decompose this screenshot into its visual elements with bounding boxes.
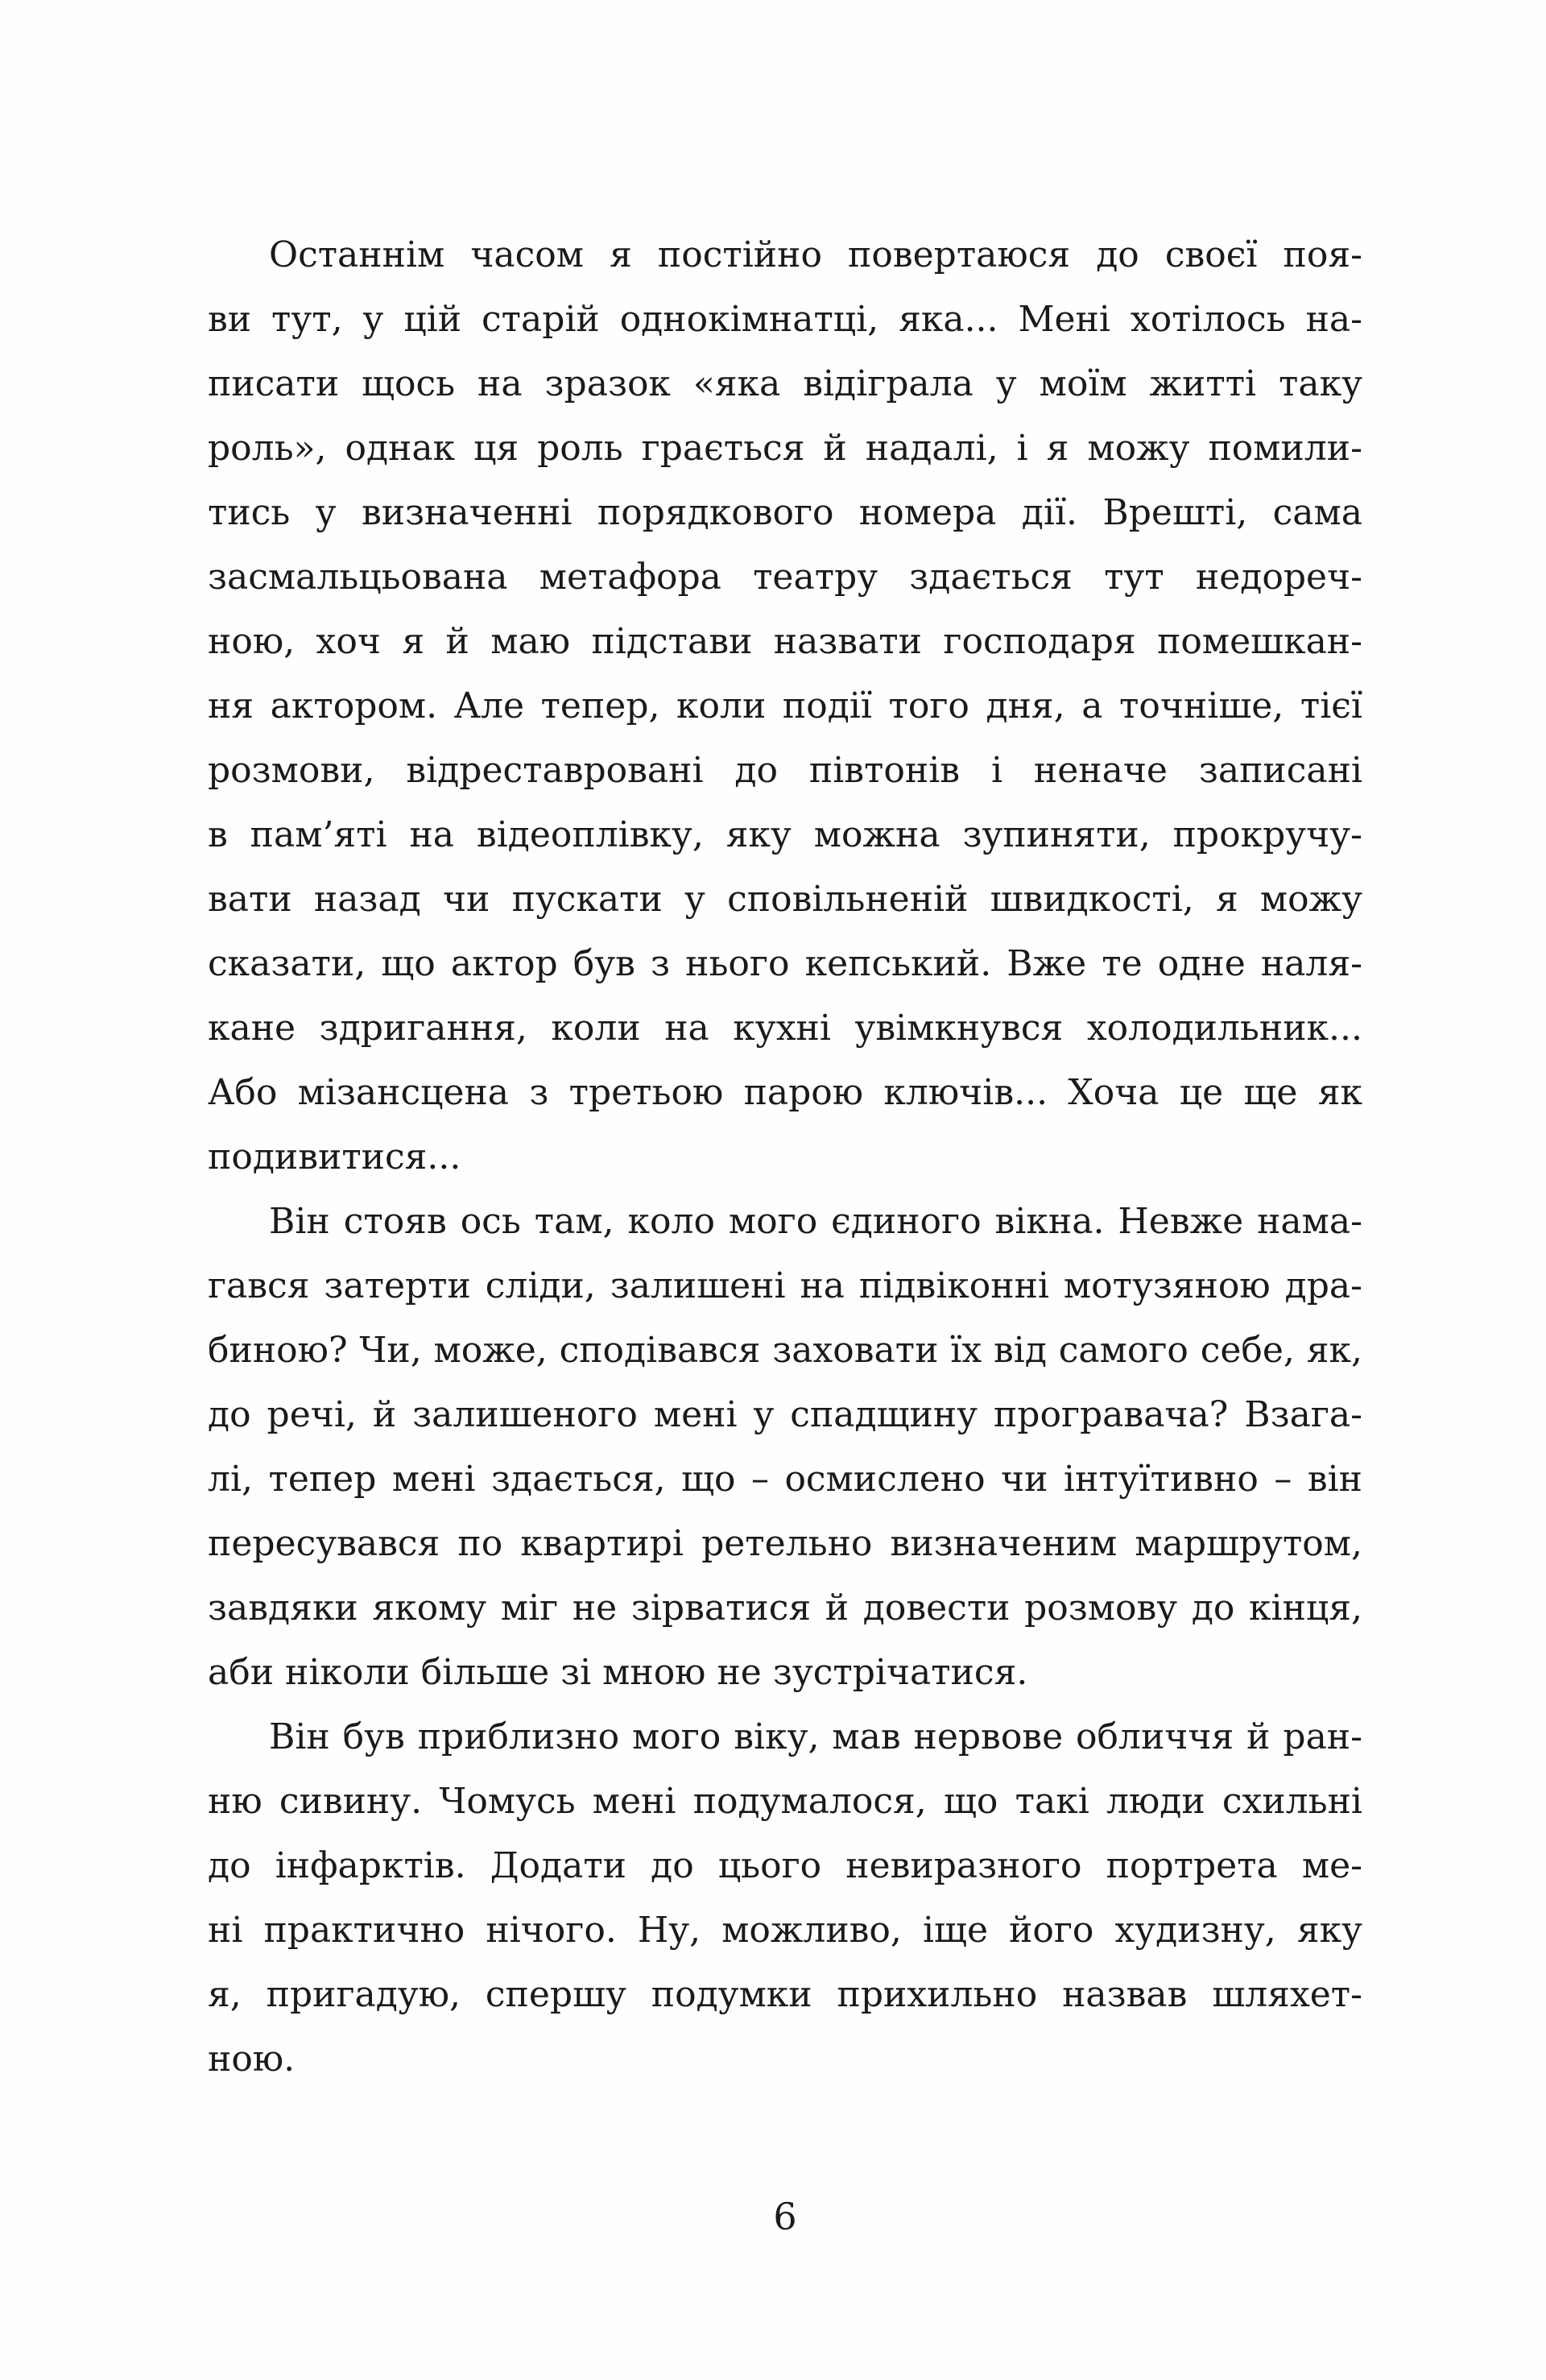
text-line: тись у визначенні порядкового номера дії. Врешті, сама xyxy=(208,492,1362,533)
text-line: кане здригання, коли на кухні увімкнувся холодильник... xyxy=(208,1008,1362,1049)
text-line: пересувався по квартирі ретельно визначеним маршрутом, xyxy=(208,1523,1362,1564)
text-line: вати назад чи пускати у сповільненій швидкості, я можу xyxy=(208,879,1362,920)
text-line: Останнім часом я постійно повертаюся до своєї поя- xyxy=(269,234,1362,275)
text-line: подивитися... xyxy=(208,1136,461,1178)
text-line: я, пригадую, спершу подумки прихильно назвав шляхет- xyxy=(208,1974,1362,2015)
page-number: 6 xyxy=(773,2195,797,2238)
page-text xyxy=(208,223,1362,2092)
text-line: ні практично нічого. Ну, можливо, іще його худизну, яку xyxy=(208,1910,1362,1951)
text-line: аби ніколи більше зі мною не зустрічатися. xyxy=(208,1652,1028,1693)
text-line: ною, хоч я й маю підстави назвати господаря помешкан- xyxy=(208,621,1362,662)
text-line: роль», однак ця роль грається й надалі, і я можу помили- xyxy=(208,428,1362,469)
text-line: Він був приблизно мого віку, мав нервове обличчя й ран- xyxy=(269,1716,1362,1757)
text-line: розмови, відреставровані до півтонів і неначе записані xyxy=(208,750,1362,791)
text-line: биною? Чи, може, сподівався заховати їх від самого себе, як, xyxy=(208,1330,1362,1371)
text-line: сказати, що актор був з нього кепський. Вже те одне наля- xyxy=(208,943,1362,984)
text-line: ви тут, у цій старій однокімнатці, яка... Мені хотілось на- xyxy=(208,299,1362,340)
text-line: ня актором. Але тепер, коли події того дня, а точніше, тієї xyxy=(208,685,1362,726)
text-line: Або мізансцена з третьою парою ключів... Хоча це ще як xyxy=(208,1072,1362,1113)
text-line: ною. xyxy=(208,2039,296,2080)
text-line: в пам’яті на відеоплівку, яку можна зупиняти, прокручу- xyxy=(208,814,1362,855)
text-line: завдяки якому міг не зірватися й довести розмову до кінця, xyxy=(208,1587,1362,1629)
text-line: ню сивину. Чомусь мені подумалося, що такі люди схильні xyxy=(208,1781,1362,1822)
text-line: засмальцьована метафора театру здається тут недореч- xyxy=(208,557,1362,598)
text-line: до речі, й залишеного мені у спадщину програвача? Взага- xyxy=(208,1394,1362,1435)
text-line: лі, тепер мені здається, що – осмислено чи інтуїтивно – він xyxy=(208,1459,1362,1500)
text-line: Він стояв ось там, коло мого єдиного вікна. Невже нама- xyxy=(269,1201,1362,1242)
text-line: писати щось на зразок «яка відіграла у моїм житті таку xyxy=(208,363,1362,404)
text-line: до інфарктів. Додати до цього невиразного портрета ме- xyxy=(208,1845,1362,1886)
text-line: гався затерти сліди, залишені на підвіконні мотузяною дра- xyxy=(208,1265,1362,1306)
